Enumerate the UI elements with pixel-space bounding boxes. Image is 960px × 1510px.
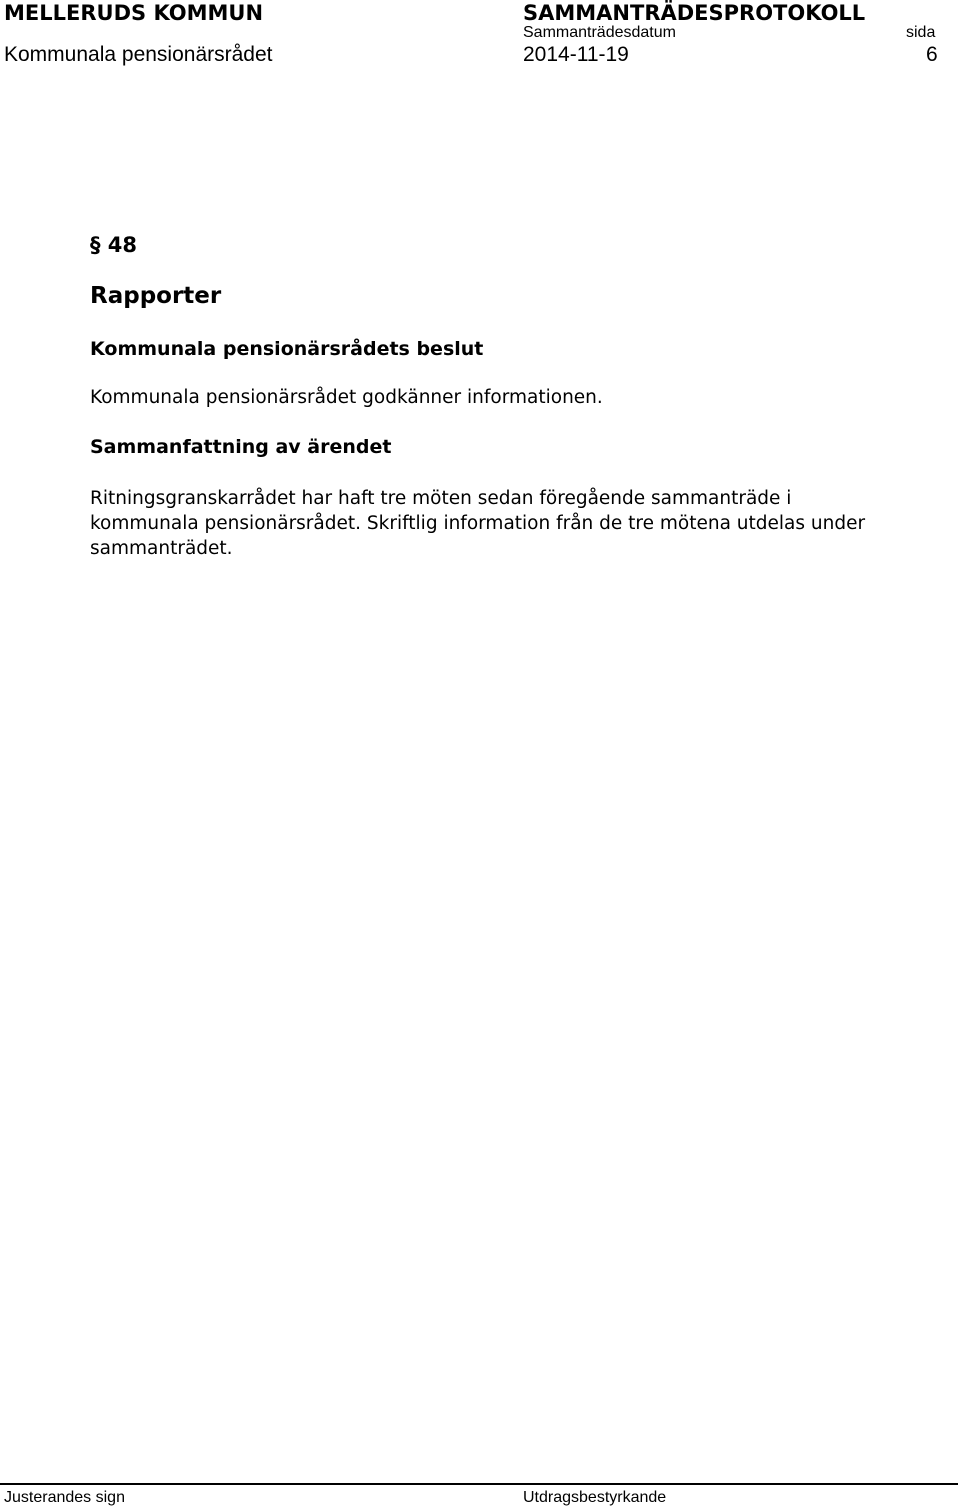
paragraph-number: § 48 xyxy=(90,233,138,257)
footer-divider xyxy=(0,1483,958,1485)
summary-line: Ritningsgranskarrådet har haft tre möten sedan föregående sammanträde i xyxy=(90,488,792,509)
footer-certification-label: Utdragsbestyrkande xyxy=(523,1489,667,1506)
page-number: 6 xyxy=(926,43,938,66)
meeting-date: 2014-11-19 xyxy=(523,43,629,66)
summary-text xyxy=(90,486,956,561)
section-title: Rapporter xyxy=(90,283,222,309)
body-name: Kommunala pensionärsrådet xyxy=(4,43,273,66)
summary-heading: Sammanfattning av ärendet xyxy=(90,436,392,458)
summary-line: kommunala pensionärsrådet. Skriftlig information från de tre mötena utdelas under xyxy=(90,513,866,534)
document-type: SAMMANTRÄDESPROTOKOLL xyxy=(523,1,866,25)
meeting-date-label: Sammanträdesdatum xyxy=(523,24,676,41)
decision-text: Kommunala pensionärsrådet godkänner informationen. xyxy=(90,387,603,408)
footer-signature-label: Justerandes sign xyxy=(4,1489,125,1506)
decision-heading: Kommunala pensionärsrådets beslut xyxy=(90,338,484,360)
page-label: sida xyxy=(906,24,936,41)
organization-name: MELLERUDS KOMMUN xyxy=(4,1,264,25)
summary-line: sammanträdet. xyxy=(90,538,233,559)
